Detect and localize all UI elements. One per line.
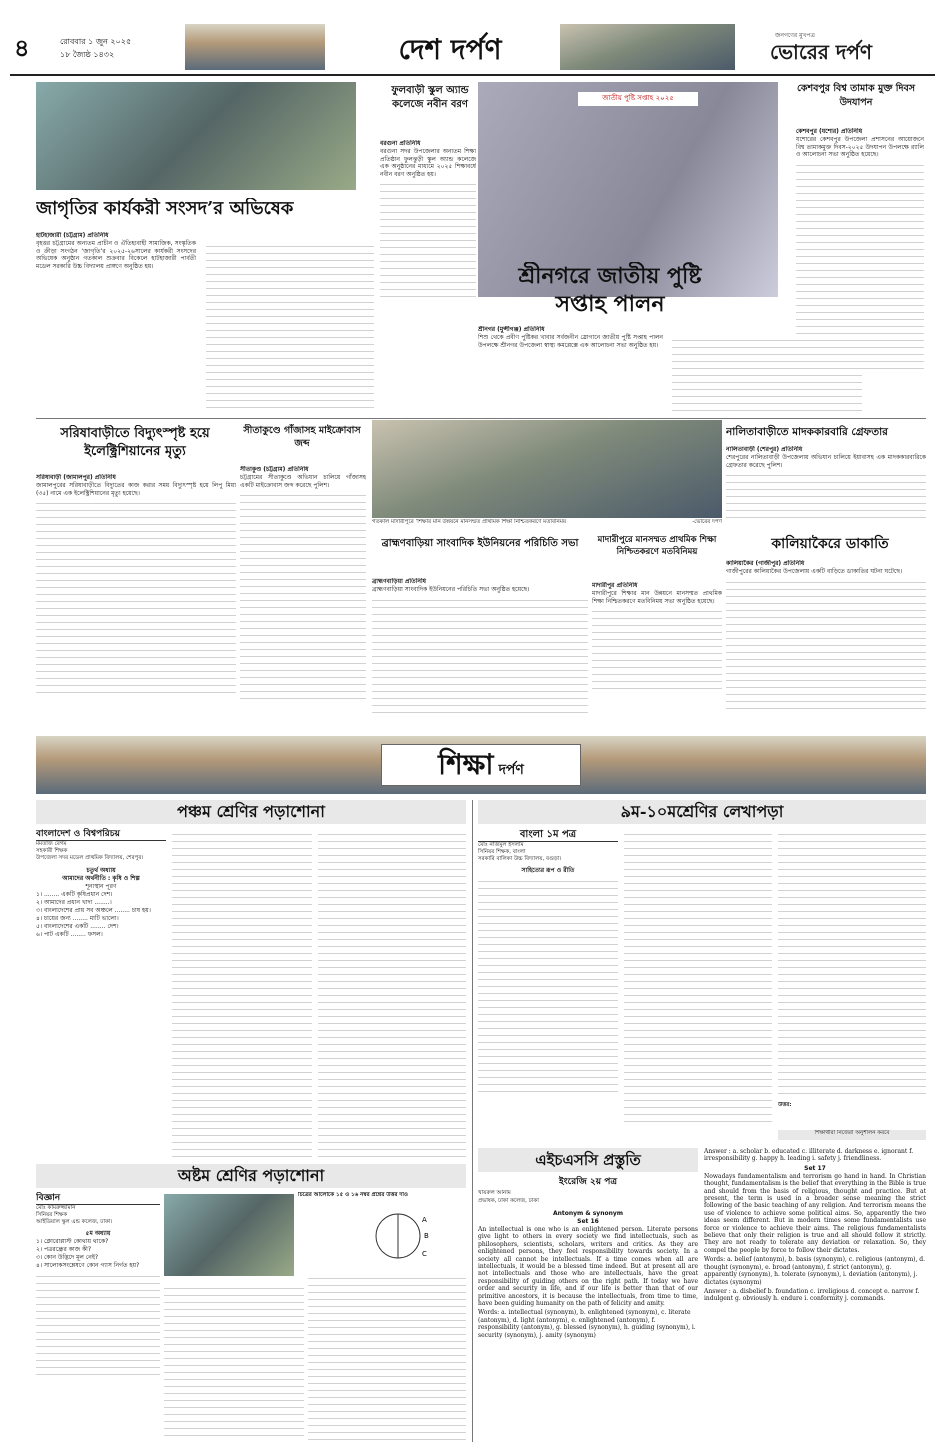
sitakunda-headline: সীতাকুণ্ডে গাঁজাসহ মাইক্রোবাস জব্দ — [243, 425, 361, 449]
keshabpur-text-block — [796, 159, 924, 369]
class5-chapter: চতুর্থ অধ্যায় — [86, 866, 116, 874]
shiksha-banner-small: দর্পণ — [498, 762, 524, 778]
date-line-2: ১৮ জ্যৈষ্ঠ ১৪৩২ — [60, 50, 115, 59]
nalitabari-body — [726, 446, 926, 528]
hsc-set16-label: Set 16 — [577, 1218, 599, 1225]
sreenagar-lead: শিশু থেকে প্রবীণ পুষ্টিকর খাবার সর্বজনীন স্লোগানে জাতীয় পুষ্টি সপ্তাহ পালন উপলক্ষে শ্রীনগর উপজেলা স্বাস্থ্য কমপ্লেক্সে এক আলোচনা সভা অনুষ্ঠিত হয়। — [478, 334, 663, 349]
class8-photo — [164, 1194, 294, 1276]
class910-answer-label: উত্তর: — [778, 1102, 792, 1108]
class5-question: ৪। চায়ের জন্য ........ মাটি ভালো। — [36, 914, 119, 922]
sreenagar-byline: শ্রীনগর (মুন্সীগঞ্জ) প্রতিনিধি — [478, 326, 545, 333]
hsc-right-col — [704, 1148, 926, 1446]
page-number: ৪ — [14, 33, 30, 60]
hsc-set16 — [478, 1210, 698, 1445]
hsc-set17-answer: Answer : a. disbelief b. foundation c. irreligious d. concept e. narrow f. indulgent g. obviously h. endure i. conformity j. commands. — [704, 1287, 920, 1303]
class5-question: ১। ........ একটি কৃষিপ্রধান দেশ। — [36, 890, 113, 898]
jagrati-body — [36, 232, 374, 412]
hsc-author: খায়রুল আনাম — [478, 1190, 511, 1196]
nalitabari-text-block — [726, 469, 926, 519]
class5-col-2 — [172, 828, 312, 1158]
class8-header: অষ্টম শ্রেণির পড়াশোনা — [36, 1164, 466, 1188]
class5-left-col — [36, 828, 166, 1158]
shiksha-banner — [36, 736, 926, 794]
hsc-set17-words: Words: a. belief (antonym), b. basis (synonym), c. religious (antonym), d. thought (synonym), e. broad (antonym), f. strict (antonym), g. apparently (synonym), h. tolerate (synonym), i. deviation (antonym), j. dictates (synonym) — [704, 1256, 926, 1286]
class910-footer-note: শিক্ষার্থীরা নিজেরা অনুশীলন করবে — [778, 1130, 926, 1140]
class8-subject: বিজ্ঞান — [36, 1192, 160, 1205]
class5-section — [36, 828, 466, 1158]
sarishabari-text-block — [36, 497, 236, 697]
class8-question: ৩। কোন উদ্ভিদে মূল নেই? — [36, 1253, 99, 1261]
brahmanbaria-body — [372, 578, 588, 728]
section-title: দেশ দর্পণ — [398, 33, 502, 66]
class910-author: মোঃ নাজমুল ইসলাম — [478, 842, 524, 848]
class5-author: মমতাজ বেগম — [36, 841, 67, 847]
hsc-set17-text: Nowadays fundamentalism and terrorism go hand in hand. In Christian thought, fundamentalism is the belief that everything in the Bible is true and should from the basis of religious, thought and practice. But at present, the term is used in a broader sense meaning the strict following of the basic teaching of any religion. And terrorism means the use of violence to achieve some political aims. So, apparently the two ideas seem different. But in modern times some fundamentalists use force or violence to achieve their aims. The religious fundamentalists believe that only their religion is true and all should follow it strictly. They are not ready to tolerate any deviation or relaxation. So, they compel the people by force to follow their dictates. — [704, 1172, 926, 1254]
class910-col-2 — [624, 828, 772, 1128]
mid-photo-caption — [372, 519, 722, 528]
kaliakair-text-block — [726, 576, 926, 711]
class910-subject: বাংলা ১ম পত্র — [478, 828, 618, 842]
class910-left-col — [478, 828, 618, 1128]
hsc-set16-words: Words: a. intellectual (synonym), b. enlightened (synonym), c. literate (antonym), d. light (antonym), e. enlightened (antonym), f. responsibility (antonym), g. blessed (synonym), h. guiding (synonym), i. security (synonym), j. amity (synonym) — [478, 1309, 696, 1339]
figure-label-a: A — [422, 1216, 427, 1224]
madaripur-lead: মাদারীপুরে শিক্ষার মান উন্নয়নে মানসম্মত প্রাথমিক শিক্ষা নিশ্চিতকরণে মতবিনিময় সভা অনুষ্ঠিত হয়েছে। — [592, 590, 722, 605]
fulbari-headline: ফুলবাড়ী স্কুল অ্যান্ড কলেজে নবীন বরণ — [391, 85, 469, 110]
class910-topic: সাহিত্যের রূপ ও রীতি — [521, 866, 575, 874]
class5-question: ৩। বাংলাদেশের প্রায় সব অঞ্চলে ........ চাষ হয়। — [36, 906, 151, 914]
sreenagar-headline: শ্রীনগরে জাতীয় পুষ্টি সপ্তাহ পালন — [518, 263, 702, 317]
hsc-set17-label: Set 17 — [804, 1164, 826, 1172]
brahmanbaria-byline: ব্রাহ্মণবাড়িয়া প্রতিনিধি — [372, 578, 427, 585]
class8-question: ৪। সালোকসংশ্লেষণে কোন গ্যাস নির্গত হয়? — [36, 1261, 140, 1269]
kaliakair-body — [726, 560, 926, 728]
nalitabari-byline: নালিতাবাড়ী (শেরপুর) প্রতিনিধি — [726, 446, 803, 453]
masthead-photo-right — [560, 24, 735, 70]
madaripur-headline: মাদারীপুরে মানসম্মত প্রাথমিক শিক্ষা নিশ্চিতকরণে মতবিনিময় — [597, 535, 717, 557]
class5-question-type: শূন্যস্থান পূরণ — [85, 882, 117, 890]
brahmanbaria-text-block — [372, 594, 588, 714]
nalitabari-headline: নালিতাবাড়ীতে মাদককারবারি গ্রেফতার — [726, 426, 888, 438]
masthead-rule — [10, 74, 935, 76]
sitakunda-text-block — [240, 489, 366, 704]
figure-label-b: B — [424, 1232, 429, 1240]
brahmanbaria-lead: ব্রাহ্মণবাড়িয়া সাংবাদিক ইউনিয়নের পরিচিতি সভা অনুষ্ঠিত হয়েছে। — [372, 586, 530, 593]
education-column-rule — [472, 800, 473, 1442]
madaripur-text-block — [592, 605, 722, 695]
class5-question: ৫। বাংলাদেশের একটি ........ দেশ। — [36, 922, 119, 930]
class910-col-3 — [778, 828, 926, 1098]
class5-author-role: সহকারী শিক্ষক — [36, 848, 68, 855]
keshabpur-body — [796, 128, 924, 413]
jagrati-headline: জাগৃতির কার্যকরী সংসদ’র অভিষেক — [36, 198, 294, 219]
class8-section — [36, 1192, 466, 1442]
class910-school: সরকারি বালিকা উচ্চ বিদ্যালয়, বগুড়া। — [478, 856, 562, 863]
jagrati-photo — [36, 82, 356, 190]
keshabpur-byline: কেশবপুর (যশোর) প্রতিনিধি — [796, 128, 863, 135]
figure-label-c: C — [422, 1250, 427, 1258]
date-line-1: রোববার ১ জুন ২০২৫ — [60, 37, 132, 46]
class910-section — [478, 828, 926, 1128]
sarishabari-lead: জামালপুরের সরিষাবাড়ীতে বিদ্যুতের কাজ করার সময় বিদ্যুৎস্পৃষ্ট হয়ে লিপু মিয়া (৩৫) নামে এক ইলেক্ট্রিশিয়ানের মৃত্যু হয়েছে। — [36, 482, 236, 497]
fulbari-body — [380, 140, 476, 370]
hsc-subject: ইংরেজি ২য় পত্র — [559, 1177, 617, 1186]
class8-question: ১। ক্লোরোপ্লাস্ট কোথায় থাকে? — [36, 1237, 109, 1245]
masthead-photo-left — [185, 24, 325, 70]
class8-figure — [366, 1206, 436, 1266]
class5-question: ৬। পাট একটি ........ ফসল। — [36, 930, 103, 938]
class8-author-role: সিনিয়র শিক্ষক — [36, 1212, 68, 1219]
class5-question: ২। আমাদের প্রধান খাদ্য ........। — [36, 898, 112, 906]
sreenagar-photo-banner: জাতীয় পুষ্টি সপ্তাহ ২০২৫ — [578, 92, 698, 106]
hsc-author-role: প্রভাষক, ঢাকা কলেজ, ঢাকা — [478, 1198, 539, 1204]
class910-left-text-block — [478, 875, 618, 1095]
class8-col-3 — [308, 1272, 466, 1442]
class5-subject: বাংলাদেশ ও বিশ্বপরিচয় — [36, 828, 166, 841]
madaripur-body — [592, 582, 722, 727]
jagrati-byline: হাটহাজারী (চট্টগ্রাম) প্রতিনিধি — [36, 232, 109, 239]
brahmanbaria-headline: ব্রাহ্মণবাড়িয়া সাংবাদিক ইউনিয়নের পরিচিতি সভা — [381, 538, 579, 549]
class5-topic: আমাদের অর্থনীতি : কৃষি ও শিল্প — [62, 874, 140, 882]
sitakunda-body — [240, 466, 366, 726]
kaliakair-headline: কালিয়াকৈরে ডাকাতি — [771, 536, 889, 552]
class910-author-role: সিনিয়র শিক্ষক, বাংলা — [478, 849, 526, 856]
paper-name: ভোরের দর্পণ — [770, 40, 872, 64]
fulbari-lead: বরগুনা সদর উপজেলার অন্যতম শিক্ষা প্রতিষ্ঠান ফুলঝুড়ী স্কুল অ্যান্ড কলেজে এক অনুষ্ঠানের মাধ্যমে ২০২৫ শিক্ষাবর্ষে নবীন বরণ অনুষ্ঠিত হয়। — [380, 148, 476, 178]
class8-col-2 — [164, 1282, 304, 1442]
class5-col-3 — [318, 828, 466, 1158]
class8-author: মোঃ কামরুজ্জামান — [36, 1205, 76, 1211]
sarishabari-body — [36, 474, 236, 724]
mid-photo-caption-text: গতকাল মাদারীপুরে ‘শিক্ষার মান উন্নয়নে মানসম্মত প্রাথমিক শিক্ষা নিশ্চিতকরণে মতবিনিময় — [372, 519, 567, 525]
kaliakair-byline: কালিয়াকৈর (গাজীপুর) প্রতিনিধি — [726, 560, 805, 567]
hsc-set16-answer: Answer : a. scholar b. educated c. illiterate d. darkness e. ignorant f. irresponsibility g. happy h. leading i. safety j. friendliness. — [704, 1148, 914, 1163]
class8-chapter: ৫ম অধ্যায় — [85, 1229, 111, 1237]
sitakunda-lead: চট্টগ্রামের সীতাকুণ্ডে অভিযান চালিয়ে গাঁজাসহ একটি মাইক্রোবাস জব্দ করেছে পুলিশ। — [240, 474, 366, 489]
kaliakair-lead: গাজীপুরের কালিয়াকৈর উপজেলায় একটি বাড়িতে ডাকাতির ঘটনা ঘটেছে। — [726, 568, 903, 575]
hsc-set16-title: Antonym & synonym — [552, 1210, 624, 1217]
fulbari-byline: বরগুনা প্রতিনিধি — [380, 140, 421, 147]
masthead — [0, 0, 945, 78]
hsc-set16-text: An intellectual is one who is an enlightened person. Literate persons give light to others in every society we find intellectuals, such as philosophers, scientists, scholars, writers and critics. As they are enlightened persons, they feel responsibility towards society. In a society all cannot be intellectuals. If a time comes when all are intellectuals, it would be a blessed time indeed. But at present all are not intellectuals and those who are intellectuals, have the great responsibility of guiding others on the right path. If today we have order and security in life, and if our life is better than that of our primitive ancestors, it is because the intellectuals, from time to time, have been guiding humanity on the path of felicity and amity. — [478, 1226, 698, 1308]
hsc-header: এইচএসসি প্রস্তুতি — [478, 1148, 698, 1172]
class8-question-list — [36, 1238, 160, 1270]
madaripur-byline: মাদারীপুর প্রতিনিধি — [592, 582, 638, 589]
class8-question: ২। পত্ররন্ধ্রের কাজ কী? — [36, 1245, 92, 1253]
class5-school: উপজেলা সদর মডেল প্রাথমিক বিদ্যালয়, শেরপুর। — [36, 855, 144, 862]
shiksha-banner-label — [381, 744, 581, 786]
nalitabari-lead: শেরপুরের নালিতাবাড়ী উপজেলায় অভিযান চালিয়ে ইয়াবাসহ এক মাদককারবারিকে গ্রেফতার করেছে পুলিশ। — [726, 454, 926, 469]
mid-photo-credit: -ভোরের দর্পণ — [692, 519, 722, 525]
keshabpur-headline: কেশবপুর বিশ্ব তামাক মুক্ত দিবস উদযাপন — [796, 83, 916, 108]
class910-header: ৯ম-১০মশ্রেণির লেখাপড়া — [478, 800, 926, 824]
class910-answer — [778, 1102, 926, 1126]
class5-question-list — [36, 891, 166, 939]
class8-school: আইডিয়াল স্কুল এন্ড কলেজ, ঢাকা। — [36, 1219, 113, 1226]
sarishabari-byline: সরিষাবাড়ী (জামালপুর) প্রতিনিধি — [36, 474, 116, 481]
class8-left-text-block — [36, 1270, 160, 1380]
paper-tagline: জনগণের মুখপত্র — [775, 32, 815, 39]
class8-figure-note: চিত্রের আলোকে ১৫ ও ১৬ নম্বর প্রশ্নের উত্তর দাও — [298, 1192, 408, 1198]
jagrati-lead: বৃহত্তর চট্টগ্রামের অন্যতম প্রাচীন ও ঐতিহ্যবাহী সামাজিক, সংস্কৃতিক ও ক্রীড়া সংগঠন ‘জাগৃতি’র ২০২৫-২৬সালের কার্যকরী সংসদের অভিষেক অনুষ্ঠান গতকাল শুক্রবার বিকেলে হাটহাজারী পার্বতী মডেল সরকারি উচ্চ বিদ্যালয় প্রাঙ্গণে অনুষ্ঠিত হয়। — [36, 240, 196, 270]
top-block-rule — [36, 418, 926, 419]
shiksha-banner-big: শিক্ষা — [438, 748, 494, 781]
jagrati-text-block — [206, 240, 374, 410]
madaripur-photo — [372, 420, 722, 518]
keshabpur-lead: যশোরের কেশবপুর উপজেলা প্রশাসনের আয়োজনে বিশ্ব তামাকমুক্ত দিবস-২০২৫ উদযাপন উপলক্ষে র‍্যালি ও আলোচনা সভা অনুষ্ঠিত হয়েছে। — [796, 136, 924, 159]
class8-left-col — [36, 1192, 160, 1442]
class5-header: পঞ্চম শ্রেণির পড়াশোনা — [36, 800, 466, 824]
sitakunda-byline: সীতাকুণ্ড (চট্টগ্রাম) প্রতিনিধি — [240, 466, 309, 473]
fulbari-text-block — [380, 178, 476, 298]
sarishabari-headline: সরিষাবাড়ীতে বিদ্যুৎস্পৃষ্ট হয়ে ইলেক্ট্রিশিয়ানের মৃত্যু — [60, 426, 210, 459]
